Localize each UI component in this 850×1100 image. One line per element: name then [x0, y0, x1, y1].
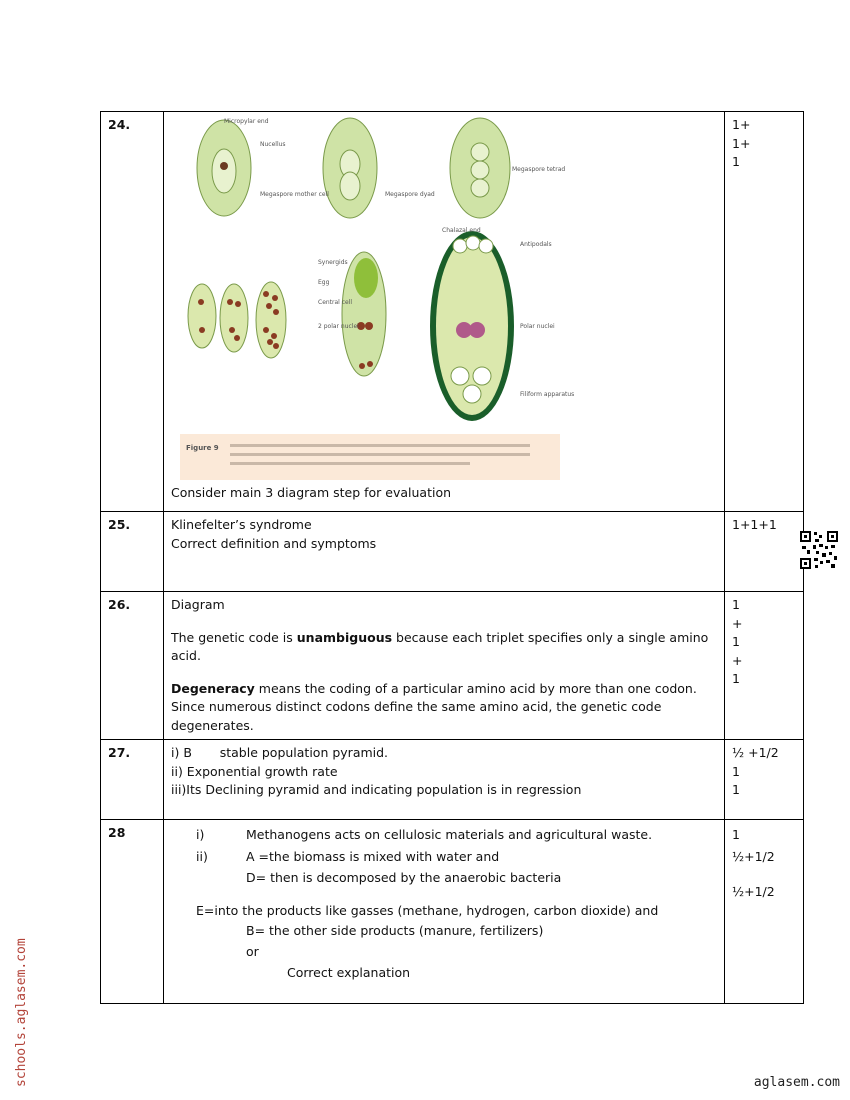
- figure-label: Megaspore tetrad: [512, 166, 566, 173]
- figure-label: Synergids: [318, 259, 348, 266]
- marking-scheme-table: [100, 111, 804, 1004]
- question-number: 28: [101, 820, 164, 1004]
- mark: 1: [732, 634, 740, 649]
- answer-line: Correct explanation: [287, 965, 411, 980]
- mark: 1: [732, 154, 740, 169]
- sub-number: i): [196, 827, 205, 842]
- mark: 1: [732, 763, 740, 779]
- question-row-25: [101, 512, 804, 592]
- figure-label: Filiform apparatus: [520, 391, 575, 398]
- figure-label: Micropylar end: [224, 118, 269, 125]
- answer-line: Correct definition and symptoms: [171, 535, 377, 551]
- answer-line: A =the biomass is mixed with water and: [246, 848, 500, 864]
- answer-line: i) B stable population pyramid.: [171, 745, 389, 760]
- figure-label: Megaspore dyad: [385, 191, 435, 198]
- question-number: 25.: [101, 512, 164, 592]
- mark: 1: [732, 827, 740, 842]
- marks-cell: [725, 112, 804, 512]
- key-term: unambiguous: [296, 629, 393, 645]
- qr-code-icon: [800, 531, 838, 569]
- mark: +: [732, 652, 743, 668]
- figure-label: Antipodals: [520, 241, 552, 248]
- answer-cell: [164, 112, 725, 512]
- answer-line: B= the other side products (manure, fertilizers): [246, 923, 544, 938]
- footer-url: aglasem.com: [753, 1075, 840, 1090]
- answer-line: ii) Exponential growth rate: [171, 763, 338, 779]
- key-term: Degeneracy: [171, 680, 255, 696]
- figure-label: Egg: [318, 279, 330, 286]
- figure-label: Megaspore mother cell: [260, 191, 329, 198]
- mark: 1: [732, 782, 740, 797]
- mark: 1: [732, 597, 740, 612]
- answer-line: or: [246, 943, 259, 959]
- figure-label: 2 polar nuclei: [318, 323, 359, 330]
- answer-line: Methanogens acts on cellulosic materials and agricultural waste.: [246, 827, 653, 842]
- answer-cell: [164, 820, 725, 1004]
- figure-caption: Figure 9: [186, 444, 219, 452]
- marks-cell: [725, 512, 804, 592]
- question-number: 24.: [101, 112, 164, 512]
- answer-cell: [164, 592, 725, 740]
- mark: 1+1+1: [732, 517, 777, 532]
- evaluation-note: Consider main 3 diagram step for evaluation: [171, 485, 452, 500]
- answer-line: iii)Its Declining pyramid and indicating population is in regression: [171, 782, 582, 797]
- marks-cell: [725, 820, 804, 1004]
- figure-label: Polar nuclei: [520, 323, 555, 330]
- question-row-24: [101, 112, 804, 512]
- answer-paragraph: Degeneracy means the coding of a particular amino acid by more than one codon. Since numerous distinct codons define the same amino acid, the genetic code degenerates.: [171, 680, 697, 733]
- mark: ½+1/2: [732, 848, 775, 864]
- figure-label: Nucellus: [260, 141, 286, 148]
- embryo-sac-development-figure: [180, 116, 575, 480]
- question-number: 26.: [101, 592, 164, 740]
- mark: +: [732, 615, 743, 631]
- answer-line: D= then is decomposed by the anaerobic bacteria: [246, 870, 562, 885]
- side-watermark-url: schools.aglasem.com: [14, 938, 29, 1087]
- marks-cell: [725, 592, 804, 740]
- question-row-28: [101, 820, 804, 1004]
- answer-cell: [164, 512, 725, 592]
- answer-line: E=into the products like gasses (methane, hydrogen, carbon dioxide) and: [196, 902, 659, 918]
- mark: 1+: [732, 117, 751, 132]
- mark: 1: [732, 671, 740, 686]
- answer-paragraph: The genetic code is unambiguous because each triplet specifies only a single amino acid.: [171, 629, 709, 663]
- figure-label: Central cell: [318, 299, 353, 306]
- mark: ½ +1/2: [732, 745, 779, 760]
- marks-cell: [725, 740, 804, 820]
- sub-number: ii): [196, 848, 208, 864]
- answer-cell: [164, 740, 725, 820]
- answer-line: Klinefelter’s syndrome: [171, 517, 312, 532]
- answer-line: Diagram: [171, 597, 225, 612]
- mark: 1+: [732, 135, 751, 151]
- question-row-27: [101, 740, 804, 820]
- figure-label: Chalazal end: [442, 227, 481, 234]
- mark: ½+1/2: [732, 884, 775, 899]
- question-row-26: [101, 592, 804, 740]
- question-number: 27.: [101, 740, 164, 820]
